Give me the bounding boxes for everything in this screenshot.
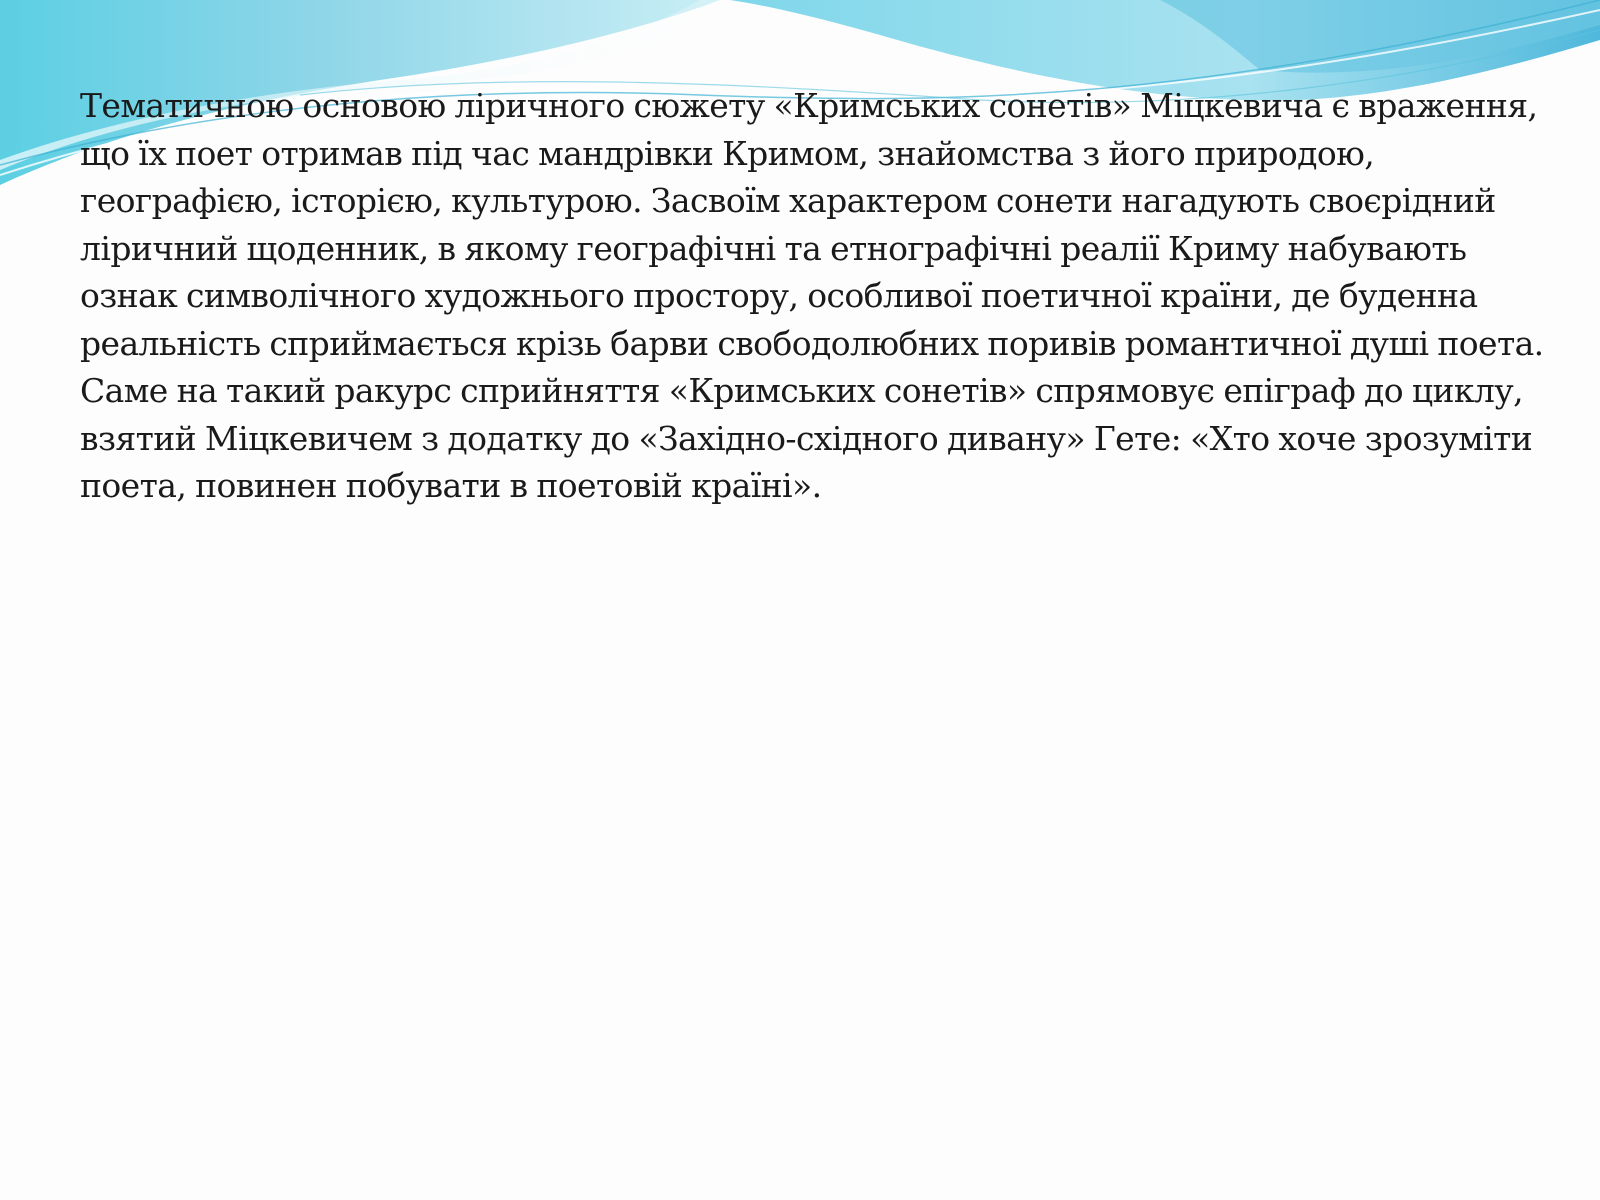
- body-paragraph: Тематичною основою ліричного сюжету «Кримських сонетів» Міцкевича є враження, що їх поет отримав під час мандрівки Кримом, знайомства з його природою, географією, історією, культурою. Засвоїм характером сонети нагадують своєрідний ліричний щоденник, в якому географічні та етнографічні реалії Криму набувають ознак символічного художнього простору, особливої поетичної країни, де буденна реальність сприймається крізь барви свободолюбних поривів романтичної душі поета. Саме на такий ракурс сприйняття «Кримських сонетів» спрямовує епіграф до циклу, взятий Міцкевичем з додатку до «Західно-східного дивану» Гете: «Хто хоче зрозуміти поета, повинен побувати в поетовій країні».: [80, 86, 1544, 505]
